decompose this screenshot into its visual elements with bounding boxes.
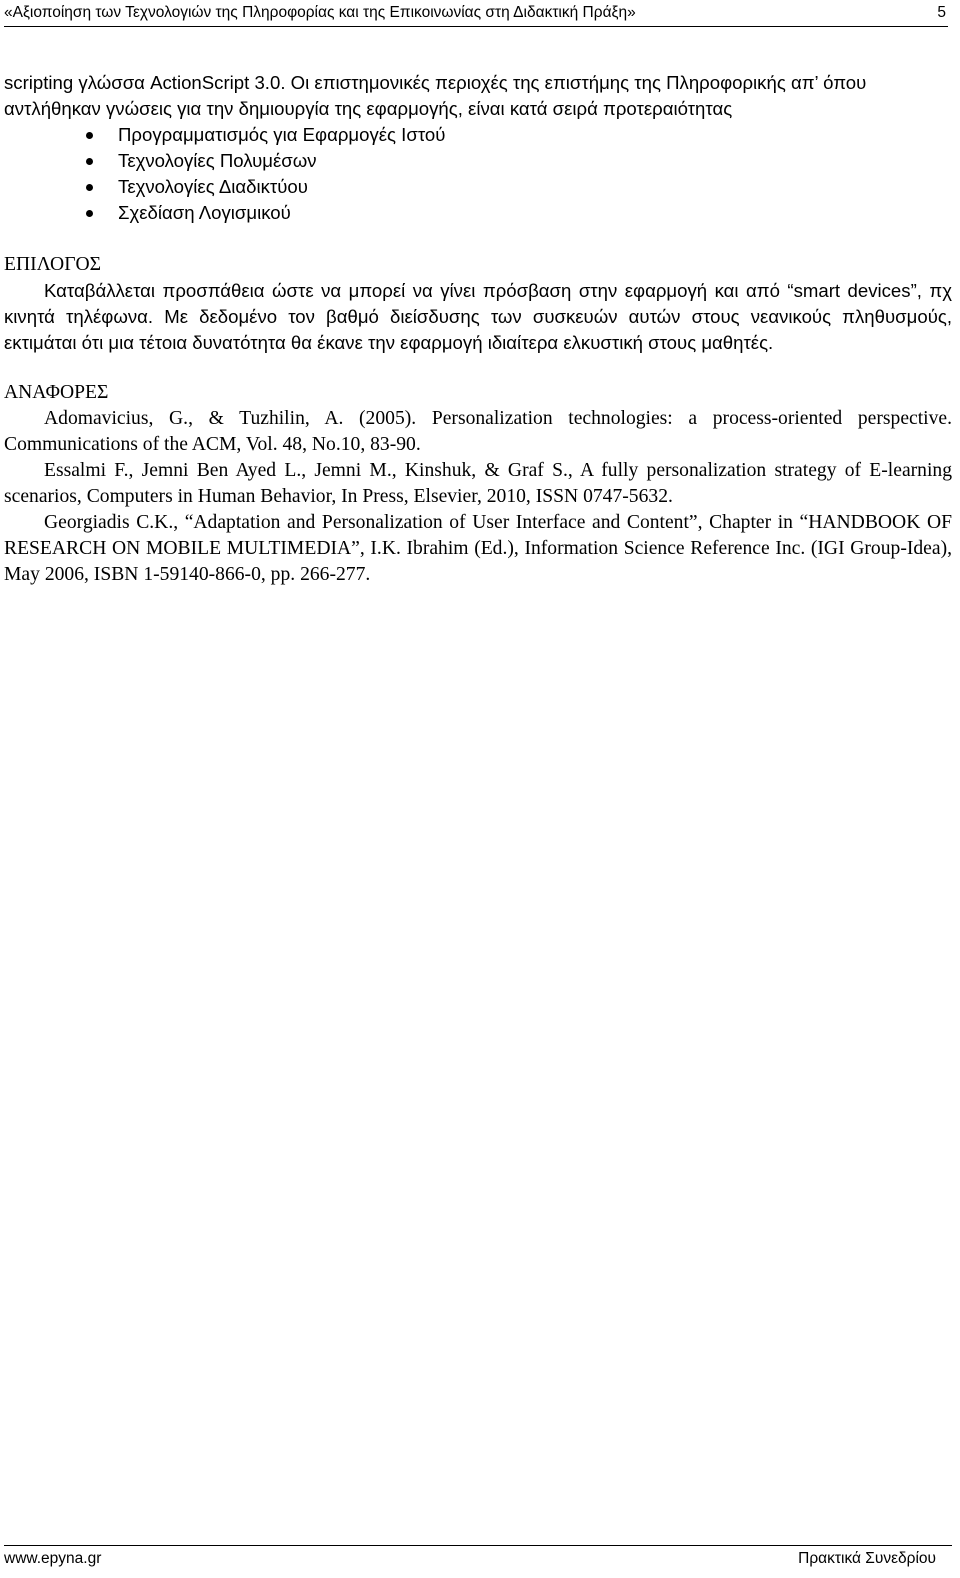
references-heading: ΑΝΑΦΟΡΕΣ <box>4 382 109 403</box>
page-number: 5 <box>937 4 946 21</box>
epilogue-heading: ΕΠΙΛΟΓΟΣ <box>4 254 102 275</box>
intro-rest: Οι επιστημονικές περιοχές της επιστήμης της Πληροφορικής απ’ όπου αντλήθηκαν γνώσεις για την δημιουργία της εφαρμογής, είναι κατά σειρά προτεραιότητας <box>4 72 867 119</box>
list-item: Τεχνολογίες Πολυμέσων <box>4 148 952 174</box>
reference-item: Georgiadis C.K., “Adaptation and Personalization of User Interface and Content”, Chapter in “HANDBOOK OF RESEARCH ON MOBILE MULTIMEDIA”, I.K. Ibrahim (Ed.), Information Science Reference Inc. (IGI Group-Idea), May 2006, ISBN 1-59140-866-0, pp. 266-277. <box>4 512 952 585</box>
list-item: Σχεδίαση Λογισμικού <box>4 200 952 226</box>
reference-item: Essalmi F., Jemni Ben Ayed L., Jemni M., Kinshuk, & Graf S., A fully personalization strategy of E-learning scenarios, Computers in Human Behavior, In Press, Elsevier, 2010, ISSN 0747-5632. <box>4 460 952 507</box>
intro-lead: scripting γλώσσα ActionScript 3.0. <box>4 72 286 93</box>
page-body <box>4 70 952 588</box>
page-header <box>4 0 948 27</box>
footer-website: www.epyna.gr <box>4 1550 102 1567</box>
topic-list <box>4 122 952 226</box>
bullet-icon <box>86 184 93 191</box>
bullet-icon <box>86 210 93 217</box>
footer-label: Πρακτικά Συνεδρίου <box>798 1550 936 1567</box>
intro-paragraph <box>4 70 952 122</box>
bullet-icon <box>86 132 93 139</box>
reference-item: Adomavicius, G., & Tuzhilin, A. (2005). Personalization technologies: a process-oriented perspective. Communications of the ACM, Vol. 48, No.10, 83-90. <box>4 408 952 455</box>
running-title: «Αξιοποίηση των Τεχνολογιών της Πληροφορίας και της Επικοινωνίας στη Διδακτική Πράξη» <box>4 4 636 21</box>
list-item: Τεχνολογίες Διαδικτύου <box>4 174 952 200</box>
bullet-icon <box>86 158 93 165</box>
list-item: Προγραμματισμός για Εφαρμογές Ιστού <box>4 122 952 148</box>
reference-list <box>4 406 952 588</box>
page-footer <box>4 1545 952 1572</box>
epilogue-paragraph: Καταβάλλεται προσπάθεια ώστε να μπορεί να γίνει πρόσβαση στην εφαρμογή και από “smart devices”, πχ κινητά τηλέφωνα. Με δεδομένο τον βαθμό διείσδυσης των συσκευών αυτών στους νεανικούς πληθυσμούς, εκτιμάται ότι μια τέτοια δυνατότητα θα έκανε την εφαρμογή ιδιαίτερα ελκυστική στους μαθητές. <box>4 280 952 353</box>
